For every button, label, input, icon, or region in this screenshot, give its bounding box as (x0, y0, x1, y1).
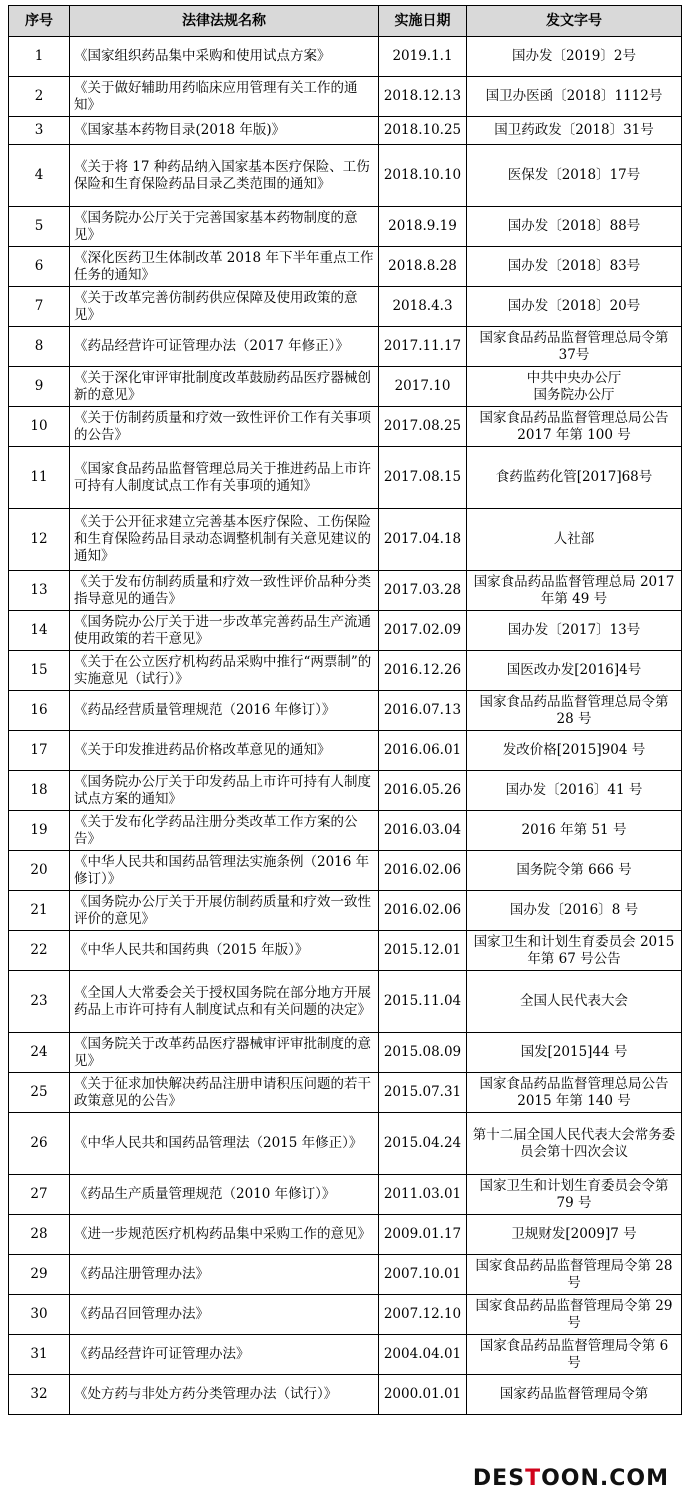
row-serial-number: 2 (9, 77, 70, 117)
row-serial-number: 23 (9, 971, 70, 1033)
row-law-name: 《药品经营质量管理规范（2016 年修订）》 (70, 691, 379, 731)
row-law-name: 《关于做好辅助用药临床应用管理有关工作的通知》 (70, 77, 379, 117)
row-serial-number: 15 (9, 651, 70, 691)
row-law-name: 《进一步规范医疗机构药品集中采购工作的意见》 (70, 1215, 379, 1255)
table-row (9, 407, 682, 447)
row-effective-date: 2018.4.3 (379, 287, 467, 327)
row-serial-number: 18 (9, 771, 70, 811)
table-row (9, 77, 682, 117)
row-law-name: 《国家食品药品监督管理总局关于推进药品上市许可持有人制度试点工作有关事项的通知》 (70, 447, 379, 509)
row-effective-date: 2019.1.1 (379, 37, 467, 77)
table-header-row (9, 6, 682, 37)
row-law-name: 《深化医药卫生体制改革 2018 年下半年重点工作任务的通知》 (70, 247, 379, 287)
row-document-number: 发改价格[2015]904 号 (467, 731, 682, 771)
table-row (9, 651, 682, 691)
table-row (9, 1175, 682, 1215)
table-row (9, 771, 682, 811)
table-row (9, 145, 682, 207)
row-effective-date: 2011.03.01 (379, 1175, 467, 1215)
row-document-number: 国家药品监督管理局令第 (467, 1375, 682, 1415)
row-document-number: 国医改办发[2016]4号 (467, 651, 682, 691)
row-law-name: 《关于将 17 种药品纳入国家基本医疗保险、工伤保险和生育保险药品目录乙类范围的通知》 (70, 145, 379, 207)
row-effective-date: 2000.01.01 (379, 1375, 467, 1415)
table-row (9, 811, 682, 851)
row-serial-number: 4 (9, 145, 70, 207)
row-document-number: 全国人民代表大会 (467, 971, 682, 1033)
row-document-number: 国办发〔2018〕83号 (467, 247, 682, 287)
row-law-name: 《关于深化审评审批制度改革鼓励药品医疗器械创新的意见》 (70, 367, 379, 407)
table-row (9, 367, 682, 407)
watermark-suffix: OON.COM (541, 1465, 669, 1491)
row-law-name: 《关于发布仿制药质量和疗效一致性评价品种分类指导意见的通告》 (70, 571, 379, 611)
row-effective-date: 2016.05.26 (379, 771, 467, 811)
row-effective-date: 2017.11.17 (379, 327, 467, 367)
table-row (9, 117, 682, 145)
row-serial-number: 5 (9, 207, 70, 247)
row-document-number: 人社部 (467, 509, 682, 571)
row-law-name: 《中华人民共和国药品管理法（2015 年修正）》 (70, 1113, 379, 1175)
row-document-number: 国家食品药品监督管理局令第 28 号 (467, 1255, 682, 1295)
row-document-number: 国家卫生和计划生育委员会 2015 年第 67 号公告 (467, 931, 682, 971)
row-law-name: 《国务院办公厅关于进一步改革完善药品生产流通使用政策的若干意见》 (70, 611, 379, 651)
table-row (9, 1113, 682, 1175)
row-document-number: 国发[2015]44 号 (467, 1033, 682, 1073)
row-effective-date: 2009.01.17 (379, 1215, 467, 1255)
row-law-name: 《药品召回管理办法》 (70, 1295, 379, 1335)
row-effective-date: 2017.04.18 (379, 509, 467, 571)
table-row (9, 571, 682, 611)
row-law-name: 《药品经营许可证管理办法（2017 年修正）》 (70, 327, 379, 367)
row-serial-number: 22 (9, 931, 70, 971)
row-effective-date: 2018.10.10 (379, 145, 467, 207)
row-serial-number: 32 (9, 1375, 70, 1415)
row-serial-number: 11 (9, 447, 70, 509)
row-law-name: 《药品注册管理办法》 (70, 1255, 379, 1295)
row-law-name: 《国务院办公厅关于印发药品上市许可持有人制度试点方案的通知》 (70, 771, 379, 811)
row-effective-date: 2017.08.25 (379, 407, 467, 447)
row-effective-date: 2018.12.13 (379, 77, 467, 117)
row-serial-number: 20 (9, 851, 70, 891)
row-serial-number: 21 (9, 891, 70, 931)
row-law-name: 《处方药与非处方药分类管理办法（试行）》 (70, 1375, 379, 1415)
row-document-number: 食药监药化管[2017]68号 (467, 447, 682, 509)
row-serial-number: 30 (9, 1295, 70, 1335)
row-law-name: 《关于发布化学药品注册分类改革工作方案的公告》 (70, 811, 379, 851)
row-effective-date: 2016.12.26 (379, 651, 467, 691)
row-document-number: 国卫药政发〔2018〕31号 (467, 117, 682, 145)
row-effective-date: 2016.07.13 (379, 691, 467, 731)
row-document-number: 国家食品药品监督管理总局公告 2017 年第 100 号 (467, 407, 682, 447)
table-body (9, 37, 682, 1415)
row-document-number: 国办发〔2018〕20号 (467, 287, 682, 327)
row-effective-date: 2018.8.28 (379, 247, 467, 287)
table-row (9, 37, 682, 77)
row-serial-number: 27 (9, 1175, 70, 1215)
row-law-name: 《关于印发推进药品价格改革意见的通知》 (70, 731, 379, 771)
row-document-number: 国务院令第 666 号 (467, 851, 682, 891)
site-watermark (467, 1466, 675, 1490)
row-serial-number: 7 (9, 287, 70, 327)
row-serial-number: 12 (9, 509, 70, 571)
row-document-number: 医保发〔2018〕17号 (467, 145, 682, 207)
row-law-name: 《国家基本药物目录(2018 年版)》 (70, 117, 379, 145)
row-serial-number: 29 (9, 1255, 70, 1295)
table-row (9, 851, 682, 891)
table-row (9, 611, 682, 651)
table-row (9, 931, 682, 971)
row-effective-date: 2017.03.28 (379, 571, 467, 611)
row-effective-date: 2017.02.09 (379, 611, 467, 651)
table-row (9, 207, 682, 247)
table-row (9, 971, 682, 1033)
row-serial-number: 16 (9, 691, 70, 731)
row-law-name: 《关于改革完善仿制药供应保障及使用政策的意见》 (70, 287, 379, 327)
table-row (9, 1215, 682, 1255)
row-document-number: 国办发〔2017〕13号 (467, 611, 682, 651)
row-document-number: 国办发〔2018〕88号 (467, 207, 682, 247)
table-row (9, 287, 682, 327)
table-row (9, 731, 682, 771)
watermark-prefix: DES (472, 1465, 526, 1491)
row-document-number: 国卫办医函〔2018〕1112号 (467, 77, 682, 117)
row-serial-number: 13 (9, 571, 70, 611)
row-serial-number: 26 (9, 1113, 70, 1175)
row-document-number: 国办发〔2016〕8 号 (467, 891, 682, 931)
watermark-highlight: T (525, 1465, 542, 1491)
row-document-number: 中共中央办公厅 国务院办公厅 (467, 367, 682, 407)
table-row (9, 1295, 682, 1335)
row-effective-date: 2017.08.15 (379, 447, 467, 509)
row-document-number: 国家食品药品监督管理局令第 6 号 (467, 1335, 682, 1375)
row-document-number: 第十二届全国人民代表大会常务委员会第十四次会议 (467, 1113, 682, 1175)
row-effective-date: 2015.11.04 (379, 971, 467, 1033)
row-law-name: 《国务院办公厅关于开展仿制药质量和疗效一致性评价的意见》 (70, 891, 379, 931)
row-law-name: 《关于仿制药质量和疗效一致性评价工作有关事项的公告》 (70, 407, 379, 447)
row-serial-number: 14 (9, 611, 70, 651)
row-document-number: 2016 年第 51 号 (467, 811, 682, 851)
row-document-number: 国家食品药品监督管理总局令第37号 (467, 327, 682, 367)
row-law-name: 《关于征求加快解决药品注册申请积压问题的若干政策意见的公告》 (70, 1073, 379, 1113)
header-effective-date: 实施日期 (379, 6, 467, 37)
row-law-name: 《中华人民共和国药品管理法实施条例（2016 年修订）》 (70, 851, 379, 891)
row-serial-number: 8 (9, 327, 70, 367)
row-serial-number: 24 (9, 1033, 70, 1073)
header-serial-number: 序号 (9, 6, 70, 37)
table-row (9, 691, 682, 731)
row-effective-date: 2015.07.31 (379, 1073, 467, 1113)
row-effective-date: 2007.12.10 (379, 1295, 467, 1335)
header-law-name: 法律法规名称 (70, 6, 379, 37)
row-effective-date: 2007.10.01 (379, 1255, 467, 1295)
row-law-name: 《中华人民共和国药典（2015 年版）》 (70, 931, 379, 971)
row-serial-number: 6 (9, 247, 70, 287)
row-law-name: 《药品经营许可证管理办法》 (70, 1335, 379, 1375)
row-serial-number: 28 (9, 1215, 70, 1255)
row-serial-number: 17 (9, 731, 70, 771)
table-row (9, 1255, 682, 1295)
row-serial-number: 10 (9, 407, 70, 447)
row-effective-date: 2017.10 (379, 367, 467, 407)
row-law-name: 《国务院办公厅关于完善国家基本药物制度的意见》 (70, 207, 379, 247)
row-document-number: 国办发〔2016〕41 号 (467, 771, 682, 811)
table-row (9, 891, 682, 931)
row-serial-number: 9 (9, 367, 70, 407)
header-document-number: 发文字号 (467, 6, 682, 37)
row-document-number: 国家食品药品监督管理局令第 29 号 (467, 1295, 682, 1335)
row-law-name: 《关于公开征求建立完善基本医疗保险、工伤保险和生育保险药品目录动态调整机制有关意见建议的通知》 (70, 509, 379, 571)
row-serial-number: 1 (9, 37, 70, 77)
table-row (9, 247, 682, 287)
table-row (9, 1335, 682, 1375)
row-law-name: 《国务院关于改革药品医疗器械审评审批制度的意见》 (70, 1033, 379, 1073)
row-law-name: 《关于在公立医疗机构药品采购中推行“两票制”的实施意见（试行）》 (70, 651, 379, 691)
row-law-name: 《药品生产质量管理规范（2010 年修订）》 (70, 1175, 379, 1215)
table-row (9, 1375, 682, 1415)
row-serial-number: 3 (9, 117, 70, 145)
row-effective-date: 2018.10.25 (379, 117, 467, 145)
row-effective-date: 2004.04.01 (379, 1335, 467, 1375)
table-row (9, 1073, 682, 1113)
row-document-number: 国家食品药品监督管理总局公告 2015 年第 140 号 (467, 1073, 682, 1113)
row-effective-date: 2018.9.19 (379, 207, 467, 247)
row-document-number: 国办发〔2019〕2号 (467, 37, 682, 77)
row-effective-date: 2016.02.06 (379, 851, 467, 891)
row-effective-date: 2015.04.24 (379, 1113, 467, 1175)
regulations-table (8, 5, 682, 1415)
row-serial-number: 25 (9, 1073, 70, 1113)
row-law-name: 《全国人大常委会关于授权国务院在部分地方开展药品上市许可持有人制度试点和有关问题的决定》 (70, 971, 379, 1033)
row-law-name: 《国家组织药品集中采购和使用试点方案》 (70, 37, 379, 77)
row-document-number: 国家食品药品监督管理总局 2017 年第 49 号 (467, 571, 682, 611)
row-effective-date: 2016.03.04 (379, 811, 467, 851)
row-document-number: 国家卫生和计划生育委员会令第 79 号 (467, 1175, 682, 1215)
row-document-number: 卫规财发[2009]7 号 (467, 1215, 682, 1255)
table-row (9, 327, 682, 367)
row-effective-date: 2015.08.09 (379, 1033, 467, 1073)
table-row (9, 1033, 682, 1073)
row-serial-number: 19 (9, 811, 70, 851)
table-row (9, 447, 682, 509)
row-effective-date: 2016.06.01 (379, 731, 467, 771)
row-document-number: 国家食品药品监督管理总局令第 28 号 (467, 691, 682, 731)
row-effective-date: 2015.12.01 (379, 931, 467, 971)
row-effective-date: 2016.02.06 (379, 891, 467, 931)
table-row (9, 509, 682, 571)
row-serial-number: 31 (9, 1335, 70, 1375)
